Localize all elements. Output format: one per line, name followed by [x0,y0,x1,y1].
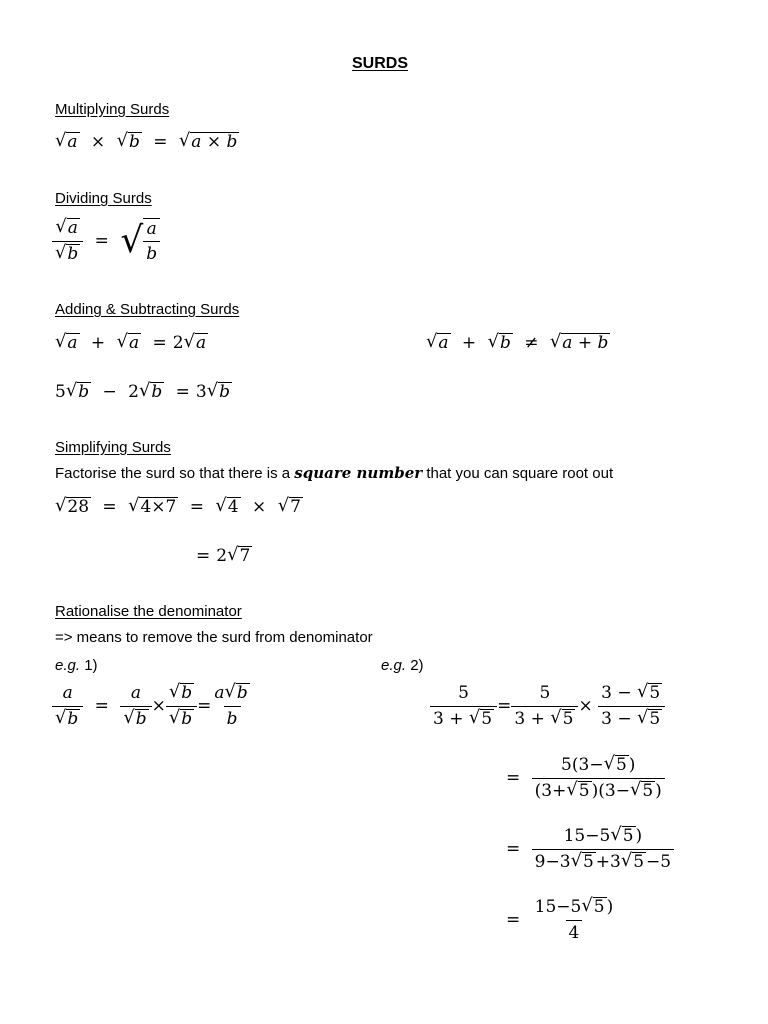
formula-example-2-step1: 5 3 + √ 5 = 5 3 + √ 5 × 3 − √ 5 3 − √ 5 [430,683,665,730]
formula-simplifying-step2: = 2 √ 7 [196,544,251,567]
example-1-label: e.g. 1) [55,657,98,674]
formula-simplifying-step1: √ 28 = √ 4×7 = √ 4 × √ 7 [55,495,301,518]
section-heading-rationalise: Rationalise the denominator [55,603,242,620]
formula-example-1: a √ b = a √ b × √ b √ b = a √ b b [52,683,253,730]
formula-example-2-step2: = 5(3− √ 5 ) (3+ √ 5 )(3− √ 5 ) [500,755,665,802]
emphasis-square-number: square number [294,464,423,482]
section-heading-simplifying: Simplifying Surds [55,439,171,456]
section-heading-multiplying: Multiplying Surds [55,101,170,118]
formula-subtracting: 5 √ b − 2 √ b = 3 √ b [55,380,230,403]
formula-example-2-step3: = 15−5 √ 5 ) 9−3 √ 5 +3 √ 5 −5 [500,826,674,873]
formula-dividing: √ a √ b = √ $\frac{a}{b}$ [52,218,160,265]
page-title: SURDS [352,55,409,72]
simplifying-description: Factorise the surd so that there is a square number that you can square root out [55,464,614,482]
formula-adding-inequality: √ a + √ b ≠ √ a + b [426,331,609,354]
rationalise-description: => means to remove the surd from denominator [55,629,373,646]
formula-example-2-step4: = 15−5 √ 5 ) 4 [506,895,614,943]
section-heading-adding: Adding & Subtracting Surds [55,301,240,318]
formula-adding: √ a + √ a = 2 √ a [55,331,207,354]
example-2-label: e.g. 2) [381,657,424,674]
formula-multiplying: √ a × √ b = √ a × b [55,130,238,153]
section-heading-dividing: Dividing Surds [55,190,152,207]
